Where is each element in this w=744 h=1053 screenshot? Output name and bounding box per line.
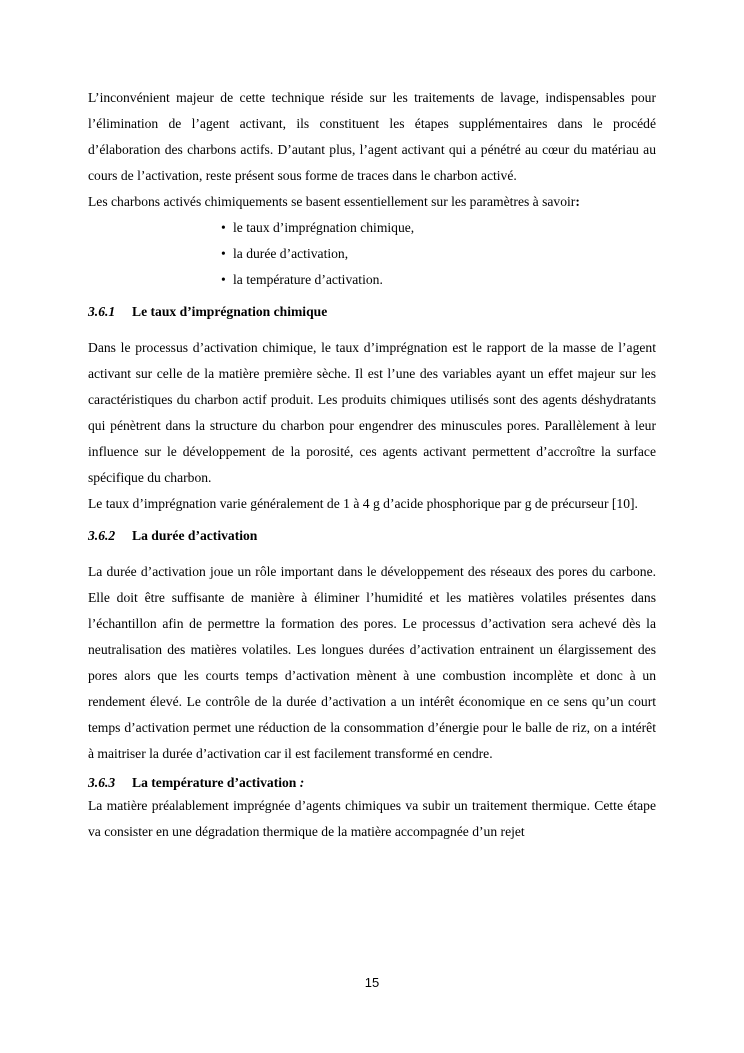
section-title-colon: : [296, 775, 305, 790]
list-item [221, 241, 656, 267]
list-item [221, 215, 656, 241]
section-title: La température d’activation [132, 775, 297, 790]
section-title: Le taux d’imprégnation chimique [132, 304, 328, 319]
section-paragraph: Dans le processus d’activation chimique, le taux d’imprégnation est le rapport de la masse de l’agent activant sur celle de la matière première sèche. Il est l’une des variables ayant un effet majeur sur les caractéristiques du charbon actif produit. Les produits chimiques utilisés sont des agents déshydratants qui pénètrent dans la structure du charbon pour engendrer des minuscules pores. Parallèlement à leur influence sur le développement de la porosité, ces agents activant permettent d’accroître la surface spécifique du charbon. [88, 340, 656, 485]
section-number: 3.6.1 [88, 304, 116, 319]
bullet-icon: • [221, 246, 226, 261]
section-heading-3-6-1 [88, 299, 656, 325]
bullet-icon: • [221, 272, 226, 287]
intro-parameters-colon: : [575, 194, 580, 209]
section-number: 3.6.3 [88, 775, 116, 790]
list-item-text: la durée d’activation, [233, 246, 349, 261]
intro-paragraph: L’inconvénient majeur de cette technique réside sur les traitements de lavage, indispensables pour l’élimination de l’agent activant, ils constituent les étapes supplémentaires dans le procédé d’élaboration des charbons actifs. D’autant plus, l’agent activant qui a pénétré au cœur du matériau au cours de l’activation, reste présent sous forme de traces dans le charbon activé. [88, 90, 656, 183]
section-paragraph: La matière préalablement imprégnée d’agents chimiques va subir un traitement thermique. Cette étape va consister en une dégradation thermique de la matière accompagnée d’un rejet [88, 798, 656, 839]
list-item-text: le taux d’imprégnation chimique, [233, 220, 415, 235]
page-content [88, 85, 656, 845]
bullet-icon: • [221, 220, 226, 235]
section-heading-3-6-2 [88, 523, 656, 549]
intro-parameters-text: Les charbons activés chimiquements se basent essentiellement sur les paramètres à savoir [88, 194, 576, 209]
page-number: 15 [364, 975, 380, 990]
section-paragraph: Le taux d’imprégnation varie généralement de 1 à 4 g d’acide phosphorique par g de précurseur [10]. [88, 496, 638, 511]
intro-parameters-sentence [88, 189, 656, 215]
section-heading-3-6-3 [88, 773, 656, 793]
list-item-text: la température d’activation. [233, 272, 383, 287]
parameters-list [88, 215, 656, 293]
section-title: La durée d’activation [132, 528, 258, 543]
section-paragraph: La durée d’activation joue un rôle important dans le développement des réseaux des pores du carbone. Elle doit être suffisante de manière à éliminer l’humidité et les matières volatiles présentes dans l’échantillon afin de permettre la formation des pores. Le processus d’activation sera achevé dès la neutralisation des matières volatiles. Les longues durées d’activation entrainent un élargissement des pores alors que les courts temps d’activation mènent à une combustion incomplète et donc à un rendement élevé. Le contrôle de la durée d’activation a un intérêt économique en ce sens qu’un court temps d’activation permet une réduction de la consommation d’énergie pour le balle de riz, on a intérêt à maitriser la durée d’activation car il est facilement transformé en cendre. [88, 564, 656, 761]
list-item [221, 267, 656, 293]
section-number: 3.6.2 [88, 528, 116, 543]
